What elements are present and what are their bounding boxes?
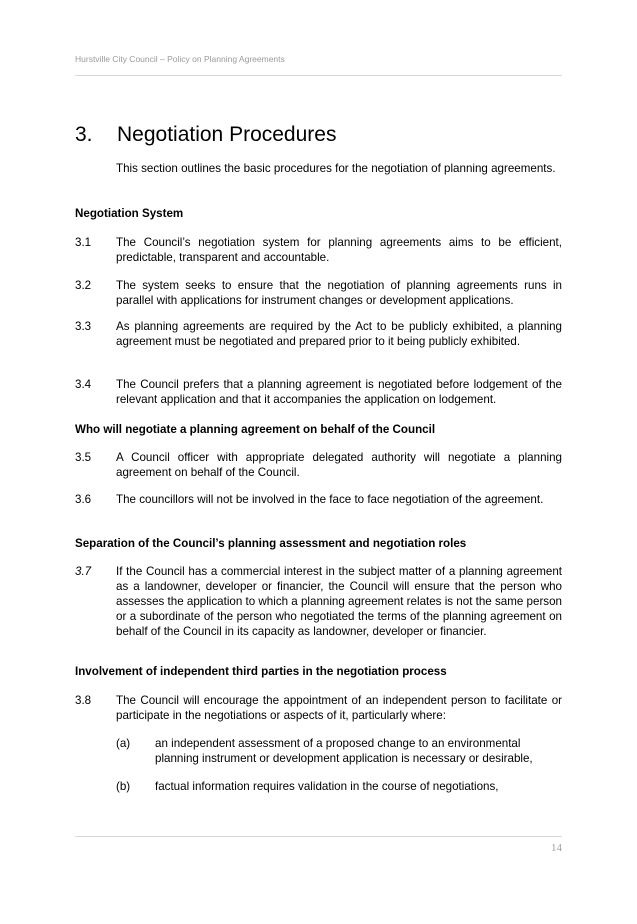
subheading-separation: Separation of the Council’s planning assessment and negotiation roles: [75, 537, 467, 550]
paragraph-3-6: [75, 492, 562, 507]
paragraph-number: 3.6: [75, 493, 92, 506]
paragraph-text: The Council will encourage the appointment of an independent person to facilitate or participate in the negotiations or aspects of it, particularly where:: [116, 694, 562, 722]
paragraph-number: 3.4: [75, 378, 92, 391]
paragraph-text: The councillors will not be involved in the face to face negotiation of the agreement.: [116, 493, 544, 506]
paragraph-3-7: [75, 564, 562, 639]
subheading-third-parties: Involvement of independent third parties in the negotiation process: [75, 665, 447, 678]
subitem-a: [116, 736, 562, 766]
paragraph-text: A Council officer with appropriate delegated authority will negotiate a planning agreement on behalf of the Council.: [116, 451, 562, 479]
paragraph-3-5: [75, 450, 562, 480]
paragraph-number: 3.7: [75, 565, 92, 578]
page-number: 14: [551, 842, 562, 854]
section-heading: [75, 123, 336, 147]
subitem-label: (a): [116, 737, 131, 750]
section-intro: This section outlines the basic procedures for the negotiation of planning agreements.: [116, 162, 556, 175]
paragraph-text: If the Council has a commercial interest in the subject matter of a planning agreement as a landowner, developer or financier, the Council will ensure that the person who assesses the application to which a planning agreement relates is not the same person or a subordinate of the person who negotiated the terms of the planning agreement on behalf of the Council in its capacity as landowner, developer or financier.: [116, 565, 562, 638]
subitem-b: [116, 779, 562, 794]
footer-rule: [75, 836, 562, 837]
paragraph-3-4: [75, 377, 562, 407]
subheading-negotiation-system: Negotiation System: [75, 207, 184, 220]
paragraph-text: The system seeks to ensure that the negotiation of planning agreements runs in parallel with applications for instrument changes or development applications.: [116, 279, 562, 307]
paragraph-3-2: [75, 278, 562, 308]
subheading-who-negotiates: Who will negotiate a planning agreement on behalf of the Council: [75, 423, 436, 436]
paragraph-number: 3.1: [75, 236, 92, 249]
section-title: Negotiation Procedures: [117, 123, 337, 146]
subitem-text: an independent assessment of a proposed change to an environmental planning instrument or development application is necessary or desirable,: [155, 737, 533, 765]
paragraph-3-1: [75, 235, 562, 265]
paragraph-text: The Council prefers that a planning agreement is negotiated before lodgement of the relevant application and that it accompanies the application on lodgement.: [116, 378, 562, 406]
paragraph-3-8: [75, 693, 562, 723]
paragraph-text: The Council’s negotiation system for planning agreements aims to be efficient, predictable, transparent and accountable.: [116, 236, 562, 264]
paragraph-number: 3.3: [75, 320, 92, 333]
subitem-label: (b): [116, 780, 131, 793]
paragraph-number: 3.5: [75, 451, 92, 464]
section-number: 3.: [75, 123, 93, 146]
paragraph-3-3: [75, 319, 562, 349]
paragraph-number: 3.2: [75, 279, 92, 292]
paragraph-number: 3.8: [75, 694, 92, 707]
running-header: Hurstville City Council – Policy on Planning Agreements: [75, 54, 285, 64]
paragraph-text: As planning agreements are required by the Act to be publicly exhibited, a planning agreement must be negotiated and prepared prior to it being publicly exhibited.: [116, 320, 562, 348]
header-rule: [75, 75, 562, 76]
subitem-text: factual information requires validation in the course of negotiations,: [155, 780, 499, 793]
